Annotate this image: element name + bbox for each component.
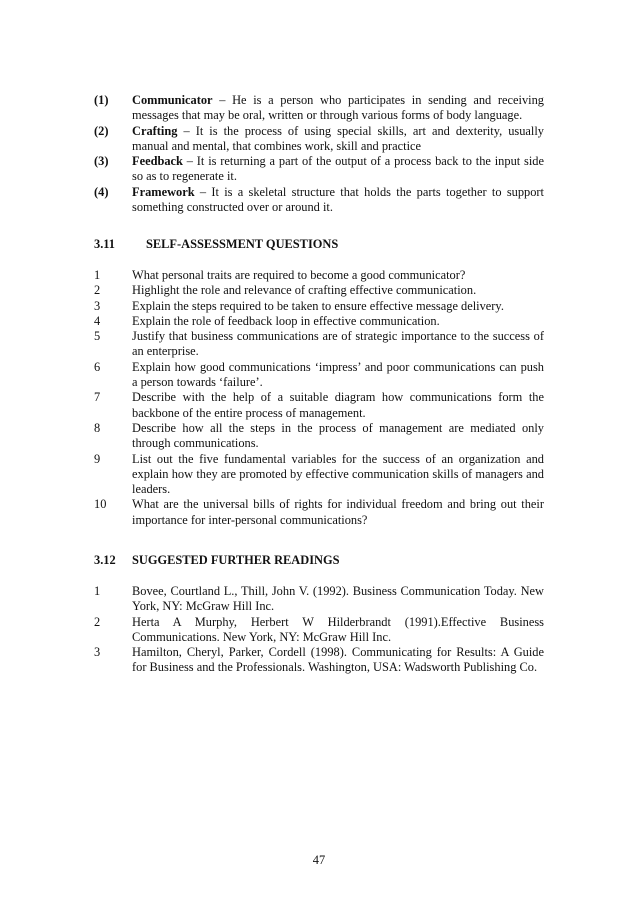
glossary-entry (132, 154, 544, 185)
glossary-item (94, 185, 544, 216)
readings-list (94, 584, 544, 676)
question-item (94, 421, 544, 452)
question-item (94, 299, 544, 314)
question-item (94, 497, 544, 528)
questions-list (94, 268, 544, 528)
reading-number: 1 (94, 584, 101, 598)
glossary-separator: – (182, 154, 197, 169)
glossary-number: (2) (94, 123, 109, 138)
reading-item (94, 645, 544, 676)
question-text: Highlight the role and relevance of crafting effective communication. (132, 283, 477, 298)
glossary-definition: It is the process of using special skills, art and dexterity, usually manual and mental, that combines work, skill and practice (132, 123, 545, 153)
question-number: 3 (94, 298, 101, 313)
question-number: 10 (94, 497, 107, 512)
glossary-definition: It is a skeletal structure that holds the parts together to support something constructed over or around it. (132, 184, 544, 215)
glossary-list (94, 93, 544, 215)
glossary-item (94, 124, 544, 155)
reading-item (94, 615, 544, 646)
question-text: Describe how all the steps in the process of management are mediated only through communications. (132, 420, 544, 451)
question-item (94, 390, 544, 421)
question-text: Describe with the help of a suitable diagram how communications form the backbone of the entire process of management. (132, 390, 544, 420)
glossary-number: (4) (94, 184, 109, 199)
reading-item (94, 584, 544, 615)
reading-number: 3 (94, 645, 101, 660)
question-item (94, 268, 544, 283)
question-text: Explain the steps required to be taken to ensure effective message delivery. (132, 298, 504, 313)
glossary-entry (132, 124, 544, 155)
section-number: 3.12 (94, 553, 116, 567)
question-text: What are the universal bills of rights for individual freedom and bring out their importance for inter-personal communications? (132, 497, 544, 527)
glossary-entry (132, 185, 544, 216)
question-number: 4 (94, 313, 101, 328)
question-item (94, 329, 544, 360)
question-number: 9 (94, 451, 101, 466)
question-text: Explain the role of feedback loop in effective communication. (132, 313, 440, 328)
glossary-term: Framework (132, 184, 195, 199)
reading-text: Herta A Murphy, Herbert W Hilderbrandt (1991).Effective Business Communications. New York, NY: McGraw Hill Inc. (132, 614, 544, 644)
question-number: 7 (94, 390, 101, 405)
glossary-number: (3) (94, 154, 109, 169)
reading-text: Bovee, Courtland L., Thill, John V. (1992). Business Communication Today. New York, NY: McGraw Hill Inc. (132, 584, 544, 614)
question-text: Justify that business communications are of strategic importance to the success of an enterprise. (132, 329, 544, 359)
question-number: 2 (94, 283, 101, 298)
question-text: Explain how good communications ‘impress’ and poor communications can push a person towards ‘failure’. (132, 359, 544, 390)
glossary-item (94, 154, 544, 185)
glossary-item (94, 93, 544, 124)
section-title: SELF-ASSESSMENT QUESTIONS (146, 237, 339, 251)
section-heading-3-11 (94, 237, 338, 252)
glossary-term: Feedback (132, 154, 183, 169)
question-text: List out the five fundamental variables for the success of an organization and explain how they are promoted by effective communication skills of managers and leaders. (132, 451, 544, 497)
glossary-term: Communicator (132, 93, 213, 107)
glossary-number: (1) (94, 93, 109, 107)
glossary-separator: – (194, 184, 212, 199)
section-number: 3.11 (94, 237, 115, 251)
reading-text: Hamilton, Cheryl, Parker, Cordell (1998). Communicating for Results: A Guide for Business and the Professionals. Washington, USA: Wadsworth Publishing Co. (132, 645, 544, 675)
question-number: 1 (94, 268, 101, 282)
page-number: 47 (312, 853, 326, 867)
glossary-definition: It is returning a part of the output of a process back to the input side so as to regenerate it. (132, 154, 544, 184)
question-text: What personal traits are required to become a good communicator? (132, 268, 466, 282)
question-item (94, 360, 544, 391)
section-title: SUGGESTED FURTHER READINGS (132, 553, 340, 567)
question-number: 5 (94, 329, 101, 344)
glossary-entry (132, 93, 544, 124)
glossary-separator: – (177, 123, 196, 138)
reading-number: 2 (94, 614, 101, 629)
question-item (94, 314, 544, 329)
question-item (94, 283, 544, 298)
question-item (94, 452, 544, 498)
question-number: 8 (94, 420, 101, 435)
question-number: 6 (94, 359, 101, 374)
glossary-separator: – (212, 93, 233, 107)
glossary-definition: He is a person who participates in sending and receiving messages that may be oral, written or through various forms of body language. (132, 93, 544, 123)
section-heading-3-12 (94, 553, 340, 568)
glossary-term: Crafting (132, 123, 178, 138)
